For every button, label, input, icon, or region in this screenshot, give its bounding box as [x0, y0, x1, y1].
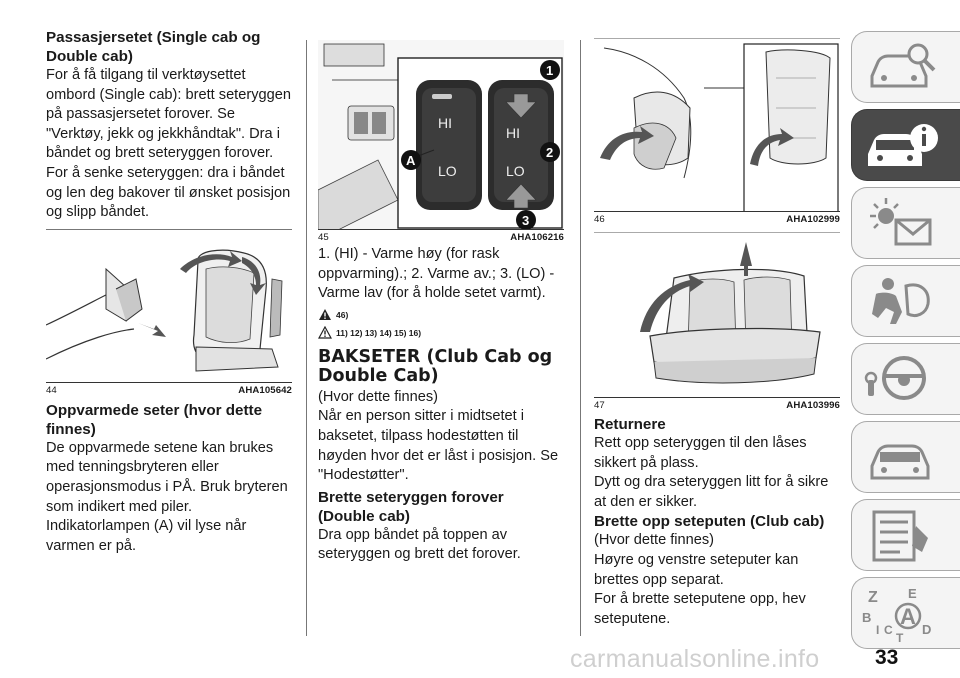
tab-index[interactable]: [851, 577, 960, 649]
steering-wheel-key-icon: [862, 350, 942, 410]
tab-warning-lights[interactable]: [851, 187, 960, 259]
tab-maintenance[interactable]: [851, 499, 960, 571]
chapter-tabs: [851, 31, 960, 655]
column-2: [318, 28, 564, 565]
column-divider-1: [306, 40, 307, 636]
seatback-fold-illustration: [594, 38, 840, 212]
caution-triangle-icon: [318, 326, 332, 339]
svg-text:C: C: [884, 623, 893, 637]
figure-number: 44: [46, 384, 57, 396]
svg-text:I: I: [876, 623, 880, 637]
figure-44-caption: [46, 385, 292, 397]
caution-ref-text: 11) 12) 13) 14) 15) 16): [336, 327, 422, 338]
svg-text:E: E: [908, 586, 917, 601]
rear-bench-illustration: [594, 232, 840, 398]
column-3: [594, 28, 840, 629]
figure-45-caption: [318, 232, 564, 244]
figure-number: 47: [594, 400, 605, 411]
section-title-fold-cushion: Brette opp seteputen (Club cab): [594, 513, 825, 531]
switch-b-hi-label: HI: [506, 125, 520, 141]
figure-code: AHA103996: [786, 400, 840, 411]
watermark: carmanualsonline.info: [570, 645, 820, 673]
svg-text:1: 1: [546, 63, 554, 78]
figure-45-heated-seat-switch: [318, 40, 564, 230]
figure-code: AHA102999: [786, 214, 840, 225]
paragraph-cushions-separate: Høyre og venstre seteputer kan brettes opp separat.: [594, 551, 799, 588]
tab-starting-driving[interactable]: [851, 343, 960, 415]
svg-text:2: 2: [546, 145, 554, 160]
figure-44-seat-fold: [46, 239, 292, 383]
switch-a-lo-label: LO: [438, 163, 457, 179]
paragraph-return-1: Rett opp seteryggen til den låses sikkert på plass.: [594, 435, 807, 471]
paragraph-toolkit-access: For å få tilgang til verktøysettet ombord (Single cab): brett seteryggen på passasjersetet forover. Se "Verktøy, jekk og jekkhåndtak". Dra i båndet og brett seteryggen forover.: [46, 67, 291, 162]
paragraph-fold-seatback: Dra opp båndet på toppen av seteryggen og brett det forover.: [318, 526, 521, 563]
figure-number: 46: [594, 214, 605, 225]
figure-code: AHA106216: [510, 232, 564, 243]
heated-seat-switch-illustration: [318, 40, 564, 230]
svg-text:A: A: [406, 153, 416, 168]
page-number: 33: [875, 646, 899, 669]
svg-text:3: 3: [522, 213, 530, 228]
section-heading-rear-seats: BAKSETER (Club Cab og Double Cab): [318, 346, 553, 386]
car-search-icon: [862, 38, 942, 98]
airbag-passenger-icon: [862, 272, 942, 332]
section-title-heated-seats: Oppvarmede seter (hvor dette finnes): [46, 401, 263, 438]
paragraph-raise-cushions: For å brette seteputene opp, hev seteputene.: [594, 591, 806, 627]
paragraph-switch-positions: 1. (HI) - Varme høy (for rask oppvarming).; 2. Varme av.; 3. (LO) - Varme lav (for å holde setet varmt).: [318, 246, 555, 302]
divider: [46, 229, 292, 230]
paragraph-lower-seatback: For å senke seteryggen: dra i båndet og len deg bakover til ønsket posisjon og slipp båndet.: [46, 164, 291, 221]
figure-code: AHA105642: [238, 384, 292, 396]
car-info-icon: [862, 116, 942, 176]
paragraph-middle-seat-headrest: Når en person sitter i midtsetet i baksetet, tilpass hodestøtten til høyden hvor det er låst i posisjon. Se "Hodestøtter".: [318, 408, 559, 484]
switch-b-lo-label: LO: [506, 163, 525, 179]
warning-reference: [318, 306, 564, 324]
car-breakdown-icon: [862, 428, 942, 488]
tab-emergency[interactable]: [851, 421, 960, 493]
warning-triangle-icon: [318, 308, 332, 321]
svg-text:Z: Z: [868, 589, 878, 606]
paragraph-return-2: Dytt og dra seteryggen litt for å sikre at den er sikker.: [594, 474, 829, 510]
seat-fold-illustration: [46, 239, 292, 383]
tab-airbag[interactable]: [851, 265, 960, 337]
figure-47-rear-bench: [594, 232, 840, 398]
section-title-passenger-seat: Passasjersetet (Single cab og Double cab): [46, 29, 261, 65]
figure-number: 45: [318, 232, 329, 243]
svg-text:A: A: [900, 604, 916, 629]
column-1: [46, 28, 292, 556]
paragraph-heated-seats: De oppvarmede setene kan brukes med tenningsbryteren eller operasjonsmodus i PÅ. Bruk bryteren som indikert med piler. Indikatorlampen (A) vil lyse når varmen er på.: [46, 439, 288, 554]
section-title-return: Returnere: [594, 416, 666, 433]
figure-46-seatback-fold: [594, 38, 840, 212]
switch-a-hi-label: HI: [438, 115, 452, 131]
figure-47-caption: [594, 400, 840, 412]
section-title-fold-seatback: Brette seteryggen forover (Double cab): [318, 488, 504, 525]
warning-ref-text: 46): [336, 309, 349, 320]
tab-car-info[interactable]: [851, 109, 960, 181]
caution-reference: [318, 324, 564, 342]
column-divider-2: [580, 40, 581, 636]
tab-car-search[interactable]: [851, 31, 960, 103]
svg-text:D: D: [922, 622, 932, 637]
maintenance-list-icon: [862, 506, 942, 566]
warning-lights-icon: [862, 194, 942, 254]
figure-46-caption: [594, 214, 840, 226]
paragraph-where-available: (Hvor dette finnes): [318, 388, 439, 405]
svg-text:B: B: [862, 610, 872, 625]
paragraph-where-available: (Hvor dette finnes): [594, 532, 715, 549]
index-letters-icon: [862, 584, 942, 644]
svg-text:T: T: [896, 631, 904, 644]
